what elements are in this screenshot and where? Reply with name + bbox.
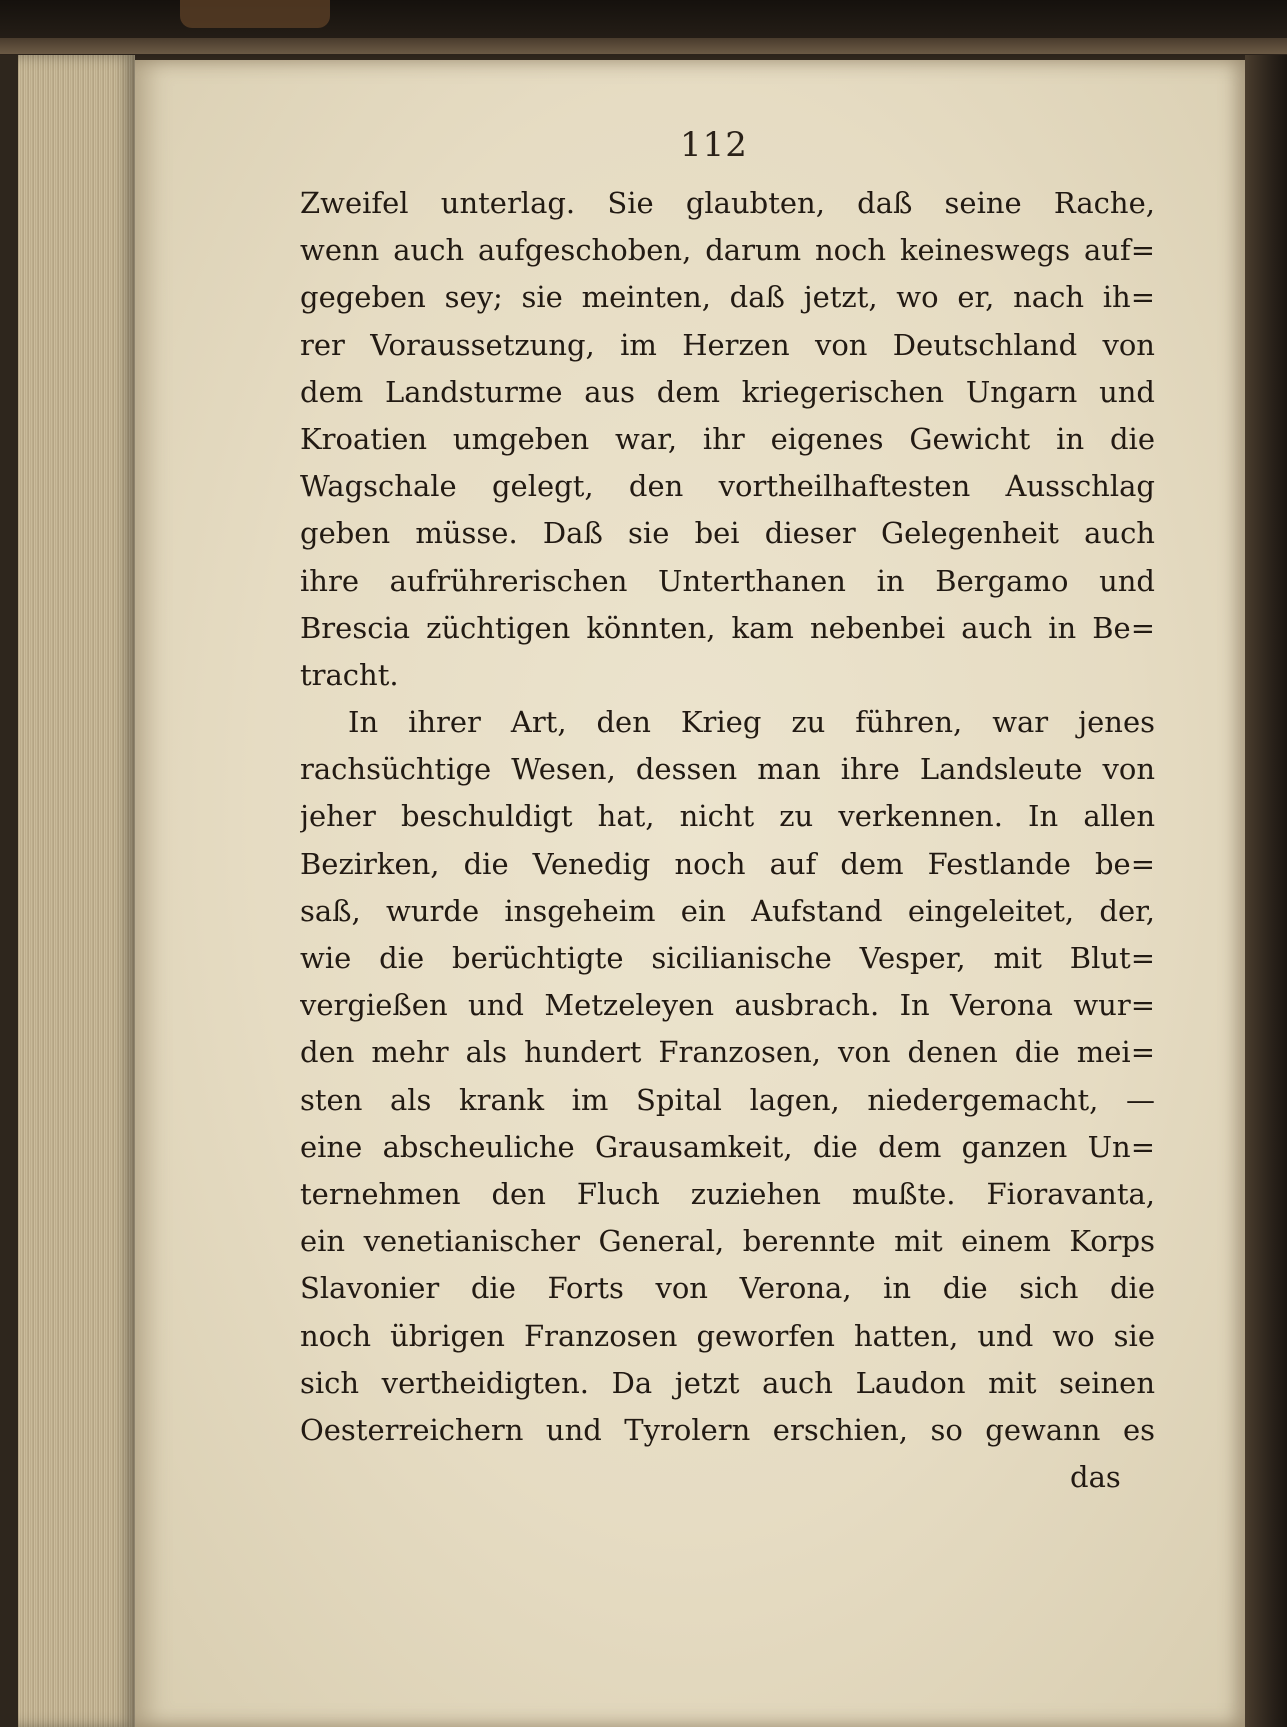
text-line: ein venetianischer General, berennte mit einem Korps xyxy=(300,1224,1155,1259)
binding-strap xyxy=(180,0,330,28)
text-line: ternehmen den Fluch zuziehen mußte. Fioravanta, xyxy=(300,1176,1155,1211)
catchword: das xyxy=(1070,1460,1121,1494)
text-line: saß, wurde insgeheim ein Aufstand eingeleitet, der, xyxy=(300,893,1155,928)
text-line: tracht. xyxy=(300,657,399,692)
text-line: wenn auch aufgeschoben, darum noch keineswegs auf= xyxy=(300,233,1155,268)
cover-edge xyxy=(0,55,18,1727)
text-line: noch übrigen Franzosen geworfen hatten, und wo sie xyxy=(300,1318,1155,1353)
text-line: vergießen und Metzeleyen ausbrach. In Verona wur= xyxy=(300,988,1155,1023)
text-line: dem Landsturme aus dem kriegerischen Ungarn und xyxy=(300,374,1155,409)
page-stack-edge xyxy=(0,55,135,1727)
book-right-edge xyxy=(1245,55,1287,1727)
text-line: den mehr als hundert Franzosen, von denen die mei= xyxy=(300,1035,1155,1070)
text-line: wie die berüchtigte sicilianische Vesper, mit Blut= xyxy=(300,941,1155,975)
page-text-block xyxy=(300,180,1155,1454)
text-line: Slavonier die Forts von Verona, in die sich die xyxy=(300,1271,1155,1306)
text-line: jeher beschuldigt hat, nicht zu verkennen. In allen xyxy=(300,799,1155,834)
text-line-paragraph-start: In ihrer Art, den Krieg zu führen, war jenes xyxy=(348,705,1155,740)
text-line: sten als krank im Spital lagen, niedergemacht, — xyxy=(300,1082,1155,1117)
text-line: Bezirken, die Venedig noch auf dem Festlande be= xyxy=(300,846,1155,881)
text-line: rer Voraussetzung, im Herzen von Deutschland von xyxy=(300,327,1155,362)
text-line: Oesterreichern und Tyrolern erschien, so gewann es xyxy=(300,1412,1155,1447)
text-line: Wagschale gelegt, den vortheilhaftesten Ausschlag xyxy=(300,469,1155,504)
text-line: geben müsse. Daß sie bei dieser Gelegenheit auch xyxy=(300,516,1155,551)
text-line: Brescia züchtigen könnten, kam nebenbei auch in Be= xyxy=(300,610,1155,645)
text-line: gegeben sey; sie meinten, daß jetzt, wo er, nach ih= xyxy=(300,280,1155,315)
text-line: Zweifel unterlag. Sie glaubten, daß seine Rache, xyxy=(300,186,1155,220)
text-line: eine abscheuliche Grausamkeit, die dem ganzen Un= xyxy=(300,1129,1155,1164)
text-line: Kroatien umgeben war, ihr eigenes Gewicht in die xyxy=(300,421,1155,456)
page-number: 112 xyxy=(680,125,748,165)
text-line: sich vertheidigten. Da jetzt auch Laudon mit seinen xyxy=(300,1365,1155,1400)
binding-bar xyxy=(0,38,1287,54)
text-line: rachsüchtige Wesen, dessen man ihre Landsleute von xyxy=(300,752,1155,787)
text-line: ihre aufrührerischen Unterthanen in Bergamo und xyxy=(300,563,1155,598)
